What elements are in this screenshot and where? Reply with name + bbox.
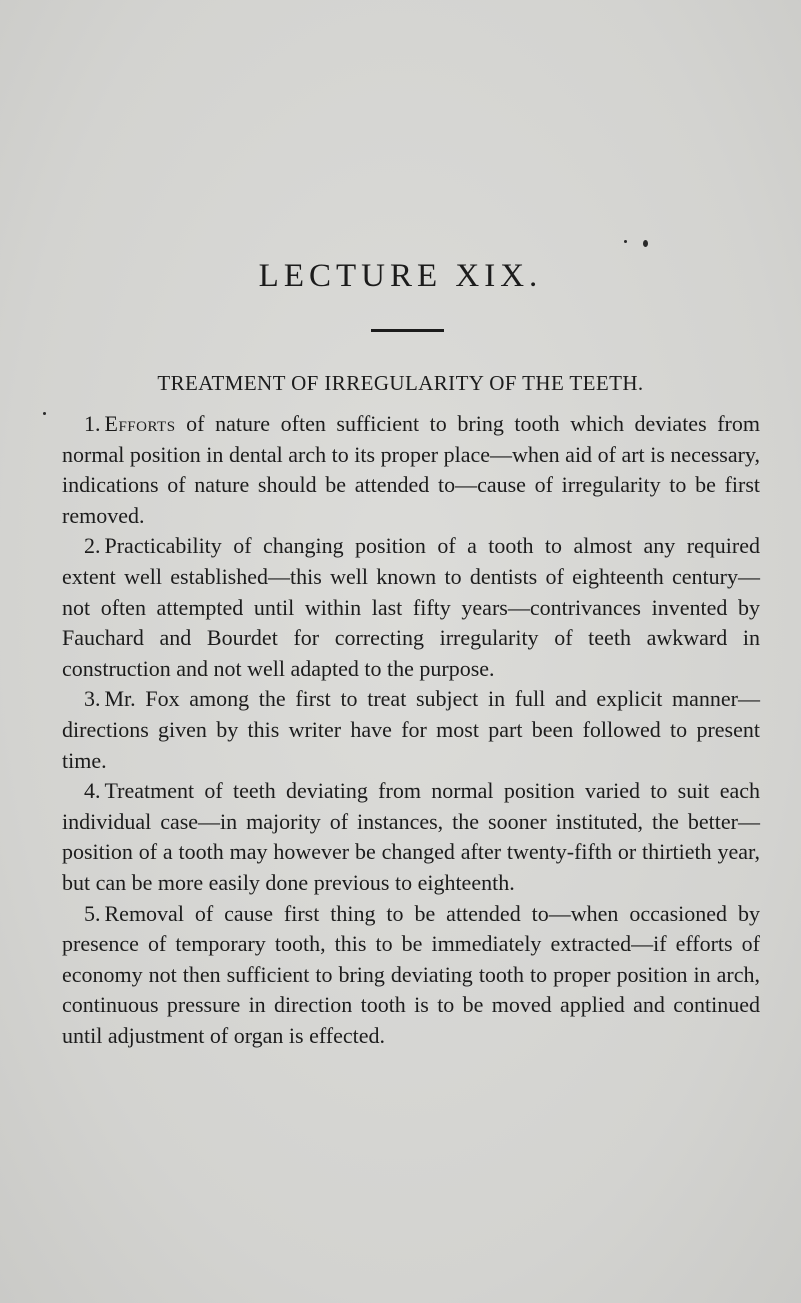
paragraph-number: 3. bbox=[84, 686, 101, 712]
paragraph-number: 1. bbox=[84, 411, 101, 436]
paragraph-4 bbox=[62, 776, 760, 898]
paragraph-5 bbox=[62, 899, 760, 1052]
body-text bbox=[62, 409, 760, 1051]
ink-speck bbox=[624, 240, 627, 243]
ink-speck bbox=[43, 412, 46, 415]
paragraph-number: 5. bbox=[84, 900, 101, 926]
paragraph-1 bbox=[62, 409, 760, 531]
paragraph-text: Removal of cause first thing to be attended to—when occasioned by presence of temporary tooth, this to be immediately extracted—if efforts of economy not then sufficient to bring deviating tooth to proper position in arch, continuous pressure in direction tooth is to be moved applied and continued until adjustment of organ is effected. bbox=[62, 900, 760, 1048]
paragraph-text: Treatment of teeth deviating from normal position varied to suit each individual case—in majority of instances, the sooner instituted, the better—position of a tooth may however be changed after twenty-fifth or thirtieth year, but can be more easily done previous to eighteenth. bbox=[62, 778, 760, 895]
paragraph-lead: Efforts bbox=[104, 411, 176, 436]
section-title: TREATMENT OF IRREGULARITY OF THE TEETH. bbox=[157, 371, 644, 395]
paragraph-number: 4. bbox=[84, 778, 101, 804]
heading-rule bbox=[371, 329, 444, 332]
paragraph-text: Mr. Fox among the first to treat subject in full and explicit manner—directions given by this writer have for most part been followed to present time. bbox=[62, 686, 760, 773]
paragraph-2 bbox=[62, 531, 760, 684]
ink-speck bbox=[643, 240, 648, 247]
lecture-heading: LECTURE XIX. bbox=[258, 258, 543, 294]
paragraph-text: of nature often sufficient to bring tooth which deviates from normal position in dental arch to its proper place—when aid of art is necessary, indications of nature should be attended to—cause of irregularity to be first removed. bbox=[62, 411, 760, 528]
paragraph-number: 2. bbox=[84, 533, 101, 559]
paragraph-text: Practicability of changing position of a tooth to almost any required extent well established—this well known to dentists of eighteenth century—not often attempted until within last fifty years—contrivances invented by Fauchard and Bourdet for correcting irregularity of teeth awkward in construction and not well adapted to the purpose. bbox=[62, 533, 760, 681]
paragraph-3 bbox=[62, 684, 760, 776]
